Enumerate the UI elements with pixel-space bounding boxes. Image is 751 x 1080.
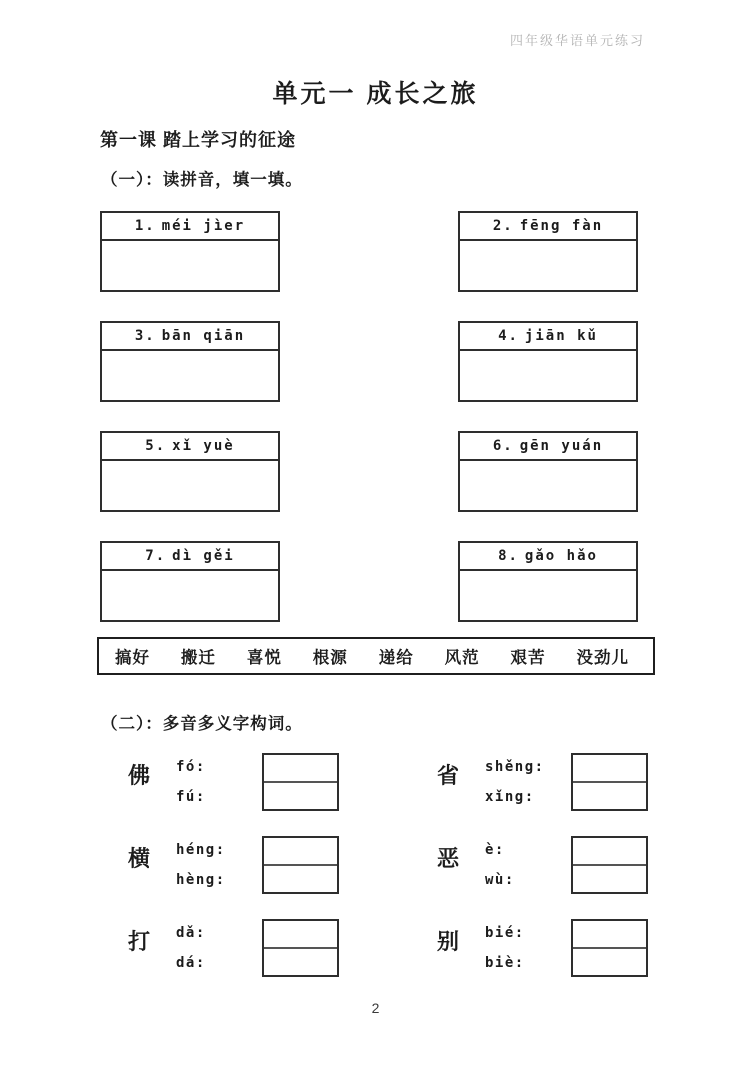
polyphone-item-heng bbox=[128, 836, 437, 894]
answer-cell[interactable] bbox=[264, 921, 337, 949]
readings bbox=[176, 753, 262, 811]
pinyin-box-3 bbox=[100, 321, 280, 402]
answer-cell[interactable] bbox=[573, 783, 646, 809]
pinyin-text: jiān kǔ bbox=[524, 328, 598, 344]
item-number: 5. bbox=[145, 438, 167, 454]
answer-cell[interactable] bbox=[573, 921, 646, 949]
pinyin-text: bān qiān bbox=[161, 328, 246, 344]
word-bank-item: 搞好 bbox=[115, 649, 150, 667]
answer-area[interactable] bbox=[102, 461, 278, 512]
word-bank-item: 没劲儿 bbox=[576, 649, 629, 667]
reading-label: xǐng: bbox=[485, 789, 535, 805]
word-bank-item: 风范 bbox=[444, 649, 480, 667]
answer-cell[interactable] bbox=[264, 866, 337, 892]
pinyin-label bbox=[102, 213, 278, 241]
readings bbox=[485, 753, 571, 811]
pinyin-label bbox=[460, 543, 636, 571]
pinyin-box-6 bbox=[458, 431, 638, 512]
pinyin-text: méi jìer bbox=[161, 218, 246, 234]
item-number: 3. bbox=[134, 328, 156, 344]
pinyin-text: xǐ yuè bbox=[172, 438, 235, 454]
polyphone-item-bie bbox=[437, 919, 727, 977]
answer-cell[interactable] bbox=[573, 866, 646, 892]
item-number: 4. bbox=[498, 328, 519, 344]
reading-label: hèng: bbox=[176, 872, 226, 888]
answer-box bbox=[571, 836, 648, 894]
reading-label: biè: bbox=[485, 955, 525, 971]
answer-cell[interactable] bbox=[264, 783, 337, 809]
pinyin-text: gēn yuán bbox=[519, 438, 604, 454]
item-number: 2. bbox=[492, 218, 514, 234]
pinyin-text: gǎo hǎo bbox=[524, 548, 598, 564]
readings bbox=[485, 919, 571, 977]
item-number: 7. bbox=[145, 548, 167, 564]
word-bank bbox=[97, 637, 655, 675]
polyphone-item-e bbox=[437, 836, 727, 894]
chinese-character: 横 bbox=[128, 846, 151, 871]
pinyin-box-grid bbox=[100, 211, 638, 622]
pinyin-text: fēng fàn bbox=[519, 218, 604, 234]
polyphone-grid bbox=[128, 753, 727, 977]
pinyin-label bbox=[460, 433, 636, 461]
reading-label: fú: bbox=[176, 789, 206, 805]
reading-label: héng: bbox=[176, 842, 226, 858]
chinese-character: 佛 bbox=[128, 763, 151, 788]
page-number: 2 bbox=[371, 1000, 380, 1016]
pinyin-box-4 bbox=[458, 321, 638, 402]
answer-area[interactable] bbox=[460, 241, 636, 292]
reading-label: dǎ: bbox=[176, 925, 206, 941]
answer-box bbox=[571, 919, 648, 977]
readings bbox=[485, 836, 571, 894]
answer-area[interactable] bbox=[102, 571, 278, 622]
page-header-text: 四年级华语单元练习 bbox=[509, 33, 645, 48]
pinyin-box-7 bbox=[100, 541, 280, 622]
reading-label: bié: bbox=[485, 925, 525, 941]
item-number: 1. bbox=[134, 218, 156, 234]
reading-label: dá: bbox=[176, 955, 206, 971]
section2-heading: （二）：多音多义字构词。 bbox=[101, 715, 303, 733]
answer-box bbox=[262, 919, 339, 977]
reading-label: è: bbox=[485, 842, 505, 858]
answer-cell[interactable] bbox=[264, 949, 337, 975]
pinyin-box-5 bbox=[100, 431, 280, 512]
pinyin-box-8 bbox=[458, 541, 638, 622]
chinese-character: 打 bbox=[128, 929, 151, 954]
answer-area[interactable] bbox=[102, 241, 278, 292]
lesson-heading: 第一课 踏上学习的征途 bbox=[100, 130, 296, 150]
item-number: 6. bbox=[492, 438, 514, 454]
reading-label: wù: bbox=[485, 872, 515, 888]
answer-box bbox=[262, 836, 339, 894]
answer-cell[interactable] bbox=[264, 755, 337, 783]
pinyin-label bbox=[102, 433, 278, 461]
answer-box bbox=[571, 753, 648, 811]
reading-label: fó: bbox=[176, 759, 206, 775]
answer-cell[interactable] bbox=[264, 838, 337, 866]
readings bbox=[176, 836, 262, 894]
chinese-character: 别 bbox=[437, 929, 460, 954]
word-bank-item: 喜悦 bbox=[246, 649, 282, 667]
answer-area[interactable] bbox=[460, 571, 636, 622]
item-number: 8. bbox=[498, 548, 519, 564]
reading-label: shěng: bbox=[485, 759, 545, 775]
pinyin-text: dì gěi bbox=[172, 548, 235, 564]
word-bank-item: 艰苦 bbox=[510, 649, 546, 667]
pinyin-label bbox=[460, 323, 636, 351]
pinyin-label bbox=[102, 323, 278, 351]
polyphone-item-sheng bbox=[437, 753, 727, 811]
pinyin-box-2 bbox=[458, 211, 638, 292]
polyphone-item-da bbox=[128, 919, 437, 977]
pinyin-box-1 bbox=[100, 211, 280, 292]
word-bank-item: 根源 bbox=[312, 649, 348, 667]
answer-area[interactable] bbox=[460, 351, 636, 402]
answer-area[interactable] bbox=[102, 351, 278, 402]
readings bbox=[176, 919, 262, 977]
pinyin-label bbox=[460, 213, 636, 241]
answer-cell[interactable] bbox=[573, 838, 646, 866]
answer-cell[interactable] bbox=[573, 755, 646, 783]
answer-area[interactable] bbox=[460, 461, 636, 512]
answer-cell[interactable] bbox=[573, 949, 646, 975]
chinese-character: 恶 bbox=[437, 846, 460, 871]
polyphone-item-fo bbox=[128, 753, 437, 811]
pinyin-label bbox=[102, 543, 278, 571]
word-bank-item: 递给 bbox=[378, 649, 414, 667]
answer-box bbox=[262, 753, 339, 811]
chinese-character: 省 bbox=[437, 763, 460, 788]
unit-title: 单元一 成长之旅 bbox=[272, 80, 479, 108]
word-bank-item: 搬迁 bbox=[180, 649, 216, 667]
section1-heading: （一）：读拼音，填一填。 bbox=[101, 171, 303, 189]
